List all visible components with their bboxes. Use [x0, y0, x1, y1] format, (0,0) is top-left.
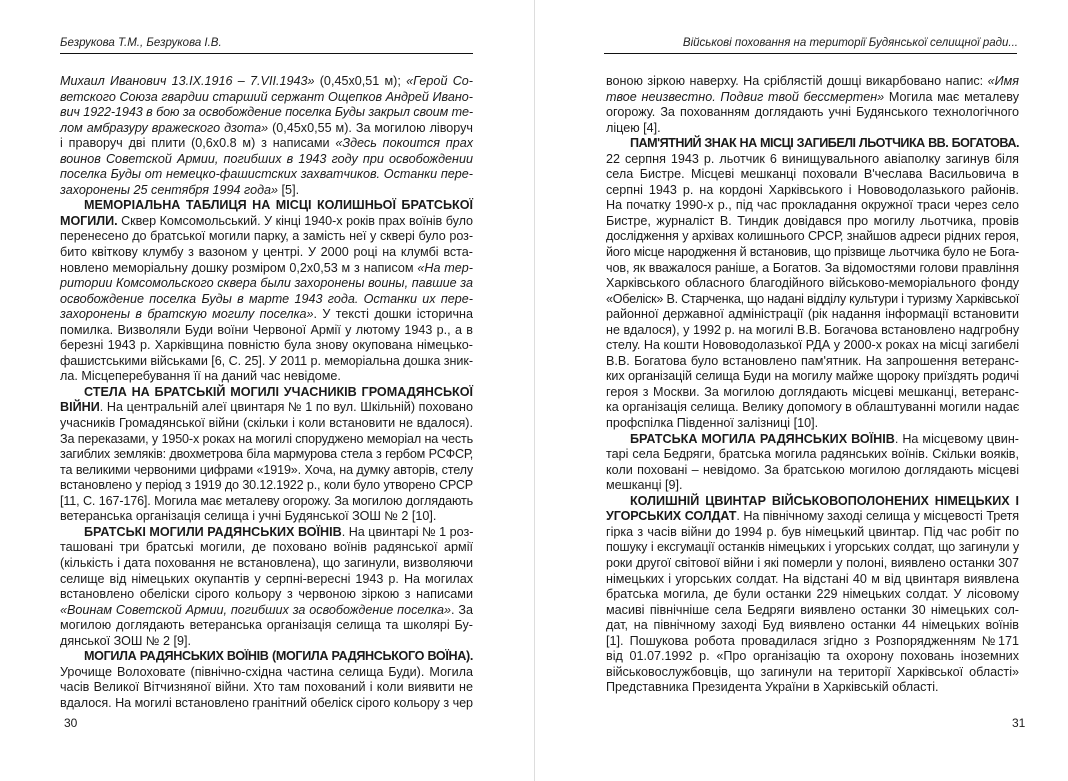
text-line: [606, 198, 1019, 214]
text-line: [606, 214, 1019, 230]
body-text: і праворуч дві плити (0,6х0.8 м) з написами: [60, 136, 336, 151]
quoted-inscription: «Здесь покоится прах: [335, 136, 474, 151]
text-line: [60, 463, 473, 479]
text-line: [60, 416, 473, 432]
section-heading: КОЛИШНІЙ ЦВИНТАР ВІЙСЬКОВОПОЛОНЕНИХ НІМЕЦЬКИХ І: [630, 493, 1019, 508]
text-line: [60, 649, 473, 665]
text-line: [60, 432, 473, 448]
body-text: часів Великої Вітчизняної війни. Хто там похований і коли виявити не: [60, 680, 473, 695]
body-text: Представника Президента України в Харківській області.: [606, 680, 939, 695]
text-line: [606, 74, 1019, 90]
quoted-inscription: Михаил Иванович 13.IX.1916 – 7.VII.1943»: [60, 74, 315, 88]
body-text: [11, С. 167-176]. Могила має металеву огорожу. За могилою доглядають: [60, 493, 473, 508]
body-text: . За: [451, 602, 474, 617]
body-text: встановлено обеліски сірого кольору з червоною зіркою з написами: [60, 587, 473, 602]
body-text: вдалося. На могилі встановлено гранітний обеліск сірого кольору з чер: [60, 695, 473, 710]
body-text: чов, як вважалося раніше, а Богатов. За відомостями голови правління: [606, 260, 1019, 275]
text-line: [606, 603, 1019, 619]
quoted-inscription: «Воинам Советской Армии, погибших за освобождение поселка»: [60, 602, 452, 617]
text-line: [606, 136, 1019, 152]
text-line: [606, 323, 1019, 339]
section-heading: ПАМ'ЯТНИЙ ЗНАК НА МІСЦІ ЗАГИБЕЛІ ЛЬОТЧИКА ВВ. БОГАТОВА.: [630, 136, 1019, 151]
text-line: [606, 478, 1019, 494]
text-line: [606, 369, 1019, 385]
body-text: бито квіткову клумбу з вазоном у центрі. У 2000 році на клумбі вста-: [60, 245, 473, 260]
text-line: [606, 292, 1019, 308]
body-text: . На цвинтарі № 1 роз-: [341, 524, 474, 539]
text-line: [60, 369, 473, 385]
body-text: Сквер Комсомольський. У кінці 1940-х років прах воїнів було: [117, 213, 473, 228]
text-line: [606, 276, 1019, 292]
body-text: (0,45х0,55 м). За могилою ліворуч: [268, 120, 473, 135]
text-line: [60, 74, 473, 90]
body-text: дат, на північному заході Буд виявлено останки 44 німецьких воїнів: [606, 618, 1019, 633]
header-rule: [604, 53, 1017, 54]
text-line: [60, 509, 473, 525]
text-line: [60, 276, 473, 292]
text-line: [60, 198, 473, 214]
text-line: [606, 105, 1019, 121]
body-text: . На центральній алеї цвинтаря № 1 по вул. Шкільній) поховано: [99, 400, 473, 415]
text-line: [606, 680, 1019, 696]
body-text: тарі села Бедряги, братська могила радянських воїнів. Скільки вояків,: [606, 447, 1019, 462]
quoted-inscription: «Герой Со-: [406, 74, 473, 88]
quoted-inscription: ритории Комсомольского сквера были захоронены воины, павшие за: [60, 276, 473, 291]
text-line: [606, 152, 1019, 168]
page-number: 31: [1012, 716, 1026, 730]
quoted-inscription: ветского Союза гвардии старший сержант Ощепков Андрей Ивано-: [60, 89, 473, 104]
section-heading: МОГИЛА РАДЯНСЬКИХ ВОЇНІВ (МОГИЛА РАДЯНСЬКОГО ВОЇНА).: [84, 649, 473, 664]
text-column: [606, 74, 1019, 696]
paragraph: [60, 525, 473, 649]
text-line: [60, 572, 473, 588]
body-text: його місце народження й встановив, що прізвище льотчика було не Бога-: [606, 245, 1019, 260]
text-line: [606, 261, 1019, 277]
body-text: гірка з часів війни до 1994 р. був німецький цвинтар. Під час робіт по: [606, 524, 1019, 539]
body-text: На початку 1990-х р., під час прокладання окружної траси через село: [606, 198, 1019, 213]
running-header-authors: Безрукова Т.М., Безрукова І.В.: [60, 37, 222, 49]
paragraph: [606, 136, 1019, 431]
paragraph: [60, 385, 473, 525]
text-line: [606, 540, 1019, 556]
body-text: могилою доглядають ветеранська організація селища та школярі Бу-: [60, 618, 473, 633]
body-text: ветеранська організація селища і учні Будянської ЗОШ № 2 [10].: [60, 509, 437, 524]
body-text: . У тексті дошки історична: [313, 307, 473, 322]
text-line: [606, 183, 1019, 199]
text-line: [606, 121, 1019, 137]
quoted-inscription: воинов Советской Армии, погибших в 1943 году при освобождении: [60, 151, 473, 166]
text-line: [606, 447, 1019, 463]
text-line: [60, 121, 473, 137]
body-text: За переказами, у 1950-х роках на могилі споруджено меморіал на честь: [60, 431, 473, 446]
body-text: героя з Москви. За могилою доглядають місцеві мешканці, ветеранс-: [606, 384, 1019, 399]
paragraph: [60, 74, 473, 198]
section-heading: БРАТСЬКІ МОГИЛИ РАДЯНСЬКИХ ВОЇНІВ: [84, 524, 342, 539]
body-text: масиві північніше села Бедряги виявлено останки 30 німецьких сол-: [606, 602, 1019, 617]
text-line: [60, 167, 473, 183]
text-line: [606, 229, 1019, 245]
body-text: ла. Місцеперебування її на даний час невідоме.: [60, 369, 341, 384]
section-heading: ВІЙНИ: [60, 400, 100, 415]
body-text: військовослужбовців, що загинули на території Харківської області»: [606, 664, 1019, 679]
text-line: [60, 338, 473, 354]
body-text: помилка. Визволяли Буди воїни Червоної Армії у лютому 1943 р., а в: [60, 322, 473, 337]
text-line: [606, 525, 1019, 541]
text-line: [606, 618, 1019, 634]
paragraph: [60, 649, 473, 711]
text-line: [60, 587, 473, 603]
section-heading: МОГИЛИ.: [60, 213, 118, 228]
body-text: (0,45х0,51 м);: [314, 74, 407, 88]
running-header-title: Військові поховання на території Будянської селищної ради...: [682, 37, 1018, 49]
text-line: [60, 618, 473, 634]
quoted-inscription: твое неизвестно. Подвиг твой бессмертен»: [606, 89, 885, 104]
section-heading: БРАТСЬКА МОГИЛА РАДЯНСЬКИХ ВОЇНІВ: [630, 431, 895, 446]
body-text: (кількість і дата поховання не встановлена), що загинули, визволяючи: [60, 555, 473, 570]
text-line: [60, 556, 473, 572]
text-line: [606, 432, 1019, 448]
quoted-inscription: захоронены 25 сентября 1994 года»: [60, 182, 279, 197]
body-text: серпні 1943 р. на кордоні Харківського і Нововодолазького районів.: [606, 182, 1019, 197]
section-heading: МЕМОРІАЛЬНА ТАБЛИЦЯ НА МІСЦІ КОЛИШНЬОЇ БРАТСЬКОЇ: [84, 198, 473, 213]
body-text: мешканці [9].: [606, 478, 683, 493]
text-line: [60, 214, 473, 230]
text-line: [60, 665, 473, 681]
body-text: стелу. На кошти Нововодолазької РДА у 2000-х роках на місці загибелі: [606, 338, 1020, 353]
paragraph: [606, 494, 1019, 696]
text-line: [60, 540, 473, 556]
body-text: встановлено у період з 1919 до 30.12.1922 р., коли було утворено СРСР: [60, 478, 473, 493]
paragraph: [606, 432, 1019, 494]
body-text: Урочище Волоховате (північно-східна частина селища Буди). Могила: [60, 664, 473, 679]
text-line: [60, 105, 473, 121]
body-text: роки другої світової війни і які померли у полоні, виявлено останки 307: [606, 555, 1019, 570]
text-line: [60, 323, 473, 339]
text-line: [60, 183, 473, 199]
text-line: [60, 525, 473, 541]
quoted-inscription: лом амбразуру вражеского дзота»: [60, 120, 269, 135]
section-heading: СТЕЛА НА БРАТСЬКІЙ МОГИЛІ УЧАСНИКІВ ГРОМАДЯНСЬКОЇ: [84, 384, 473, 399]
body-text: березні 1943 р. Харківщина повністю була знову окупована німецько-: [60, 338, 473, 353]
quoted-inscription: «Имя: [987, 74, 1019, 88]
text-line: [606, 556, 1019, 572]
text-line: [606, 400, 1019, 416]
text-line: [60, 229, 473, 245]
text-line: [606, 167, 1019, 183]
body-text: . На північному заході селища у місцевості Третя: [736, 509, 1019, 524]
text-line: [606, 245, 1019, 261]
text-line: [60, 307, 473, 323]
body-text: пошуку і ексгумації останків німецьких і угорських солдат, що загинули у: [606, 540, 1019, 555]
text-line: [606, 385, 1019, 401]
text-line: [606, 572, 1019, 588]
text-line: [606, 90, 1019, 106]
body-text: учасників Громадянської війни (скільки і коли встановити не вдалося).: [60, 416, 473, 431]
quoted-inscription: захоронены в братскую могилу поселка»: [60, 307, 314, 322]
text-line: [606, 338, 1019, 354]
text-line: [60, 261, 473, 277]
body-text: Бистре, журналіст В. Тиндик довідався про могилу льотчика, провів: [606, 213, 1019, 228]
body-text: від 01.07.1992 р. «Про організацію та охорону поховань іноземних: [606, 649, 1019, 664]
body-text: [1]. Пошукова робота провадилася згідно з Розпорядженням №171: [606, 633, 1019, 648]
body-text: загиблих земляків: двохметрова біла мармурова стела з гербом РСФСР,: [60, 447, 473, 462]
body-text: коли поховані – невідомо. За братською могилою доглядають місцеві: [606, 462, 1019, 477]
body-text: фашистськими військами [6, С. 25]. У 2011 р. меморіальна дошка зник-: [60, 353, 473, 368]
text-line: [60, 447, 473, 463]
body-text: «Обеліск» В. Старченка, що надані відділу культури і туризму Харківської: [606, 291, 1019, 306]
text-line: [60, 385, 473, 401]
text-line: [606, 354, 1019, 370]
text-line: [60, 478, 473, 494]
quoted-inscription: «На тер-: [417, 260, 473, 275]
body-text: ліцею [4].: [606, 120, 661, 135]
text-line: [60, 494, 473, 510]
text-line: [606, 634, 1019, 650]
body-text: [5].: [278, 182, 300, 197]
text-line: [60, 354, 473, 370]
text-line: [606, 416, 1019, 432]
text-line: [60, 136, 473, 152]
text-line: [606, 509, 1019, 525]
body-text: профспілка Південної залізниці [10].: [606, 416, 819, 431]
page-number: 30: [64, 716, 78, 730]
paragraph: [60, 198, 473, 385]
body-text: селище від німецьких окупантів у серпні-вересні 1943 р. На могилах: [60, 571, 473, 586]
body-text: В.В. Богатова було встановлено пам'ятник. На запрошення ветеранс-: [606, 353, 1019, 368]
text-line: [60, 680, 473, 696]
paragraph: [606, 74, 1019, 136]
text-line: [60, 292, 473, 308]
text-line: [606, 649, 1019, 665]
header-rule: [60, 53, 473, 54]
text-line: [60, 696, 473, 712]
body-text: дослідження у архівах колишнього СРСР, знайшов адреси рідних героя,: [606, 229, 1019, 244]
body-text: воною зіркою наверху. На сріблястій дошці викарбовано напис:: [606, 74, 988, 88]
text-line: [606, 307, 1019, 323]
body-text: німецьких і угорських солдат. На відстані 40 м від цвинтаря виявлена: [606, 571, 1019, 586]
section-heading: УГОРСЬКИХ СОЛДАТ: [606, 509, 737, 524]
body-text: дянської ЗОШ № 2 [9].: [60, 633, 191, 648]
text-line: [606, 463, 1019, 479]
text-column: [60, 74, 473, 711]
body-text: районної державної адміністрації (рік надання інформації встановити: [606, 307, 1019, 322]
body-text: ких організацій селища Буди на могилу майже щороку приїздять родичі: [606, 369, 1019, 384]
body-text: ка організація селища. Велику допомогу в облаштуванні могили надає: [606, 400, 1020, 415]
text-line: [60, 603, 473, 619]
body-text: села Бистре. Місцеві мешканці поховали В'чеслава Васильовича в: [606, 167, 1019, 182]
text-line: [60, 245, 473, 261]
text-line: [606, 587, 1019, 603]
text-line: [606, 494, 1019, 510]
page-right: [534, 0, 1068, 781]
quoted-inscription: освобождение поселка Буды в марте 1943 года. Останки их пере-: [60, 291, 473, 306]
body-text: не вдалося), у 1992 р. на могилі В.В. Богачова встановлено надгробну: [606, 322, 1020, 337]
text-line: [60, 152, 473, 168]
body-text: огорожу. За похованням доглядають учні Будянського технологічного: [606, 105, 1019, 120]
text-line: [60, 90, 473, 106]
body-text: новлено меморіальну дошку розміром 0,2х0,53 м з написом: [60, 260, 418, 275]
body-text: братська могила, де були останки 229 німецьких солдат. У лісовому: [606, 587, 1019, 602]
quoted-inscription: поселка Буды от немецко-фашистских захватчиков. Останки пере-: [60, 167, 473, 182]
text-line: [60, 634, 473, 650]
body-text: 22 серпня 1943 р. льотчик 6 винищувального авіаполку загинув біля: [606, 151, 1019, 166]
body-text: Харківського обласного благодійного військово-меморіального фонду: [606, 276, 1019, 291]
text-line: [606, 665, 1019, 681]
body-text: та великими червоними цифрами «1919». Хоча, на думку авторів, стелу: [60, 462, 473, 477]
body-text: . На місцевому цвин-: [894, 431, 1019, 446]
body-text: ташовані три братські могили, де поховано воїнів радянської армії: [60, 540, 473, 555]
body-text: перенесено до братської могили парку, а замість неї у сквері було роз-: [60, 229, 473, 244]
text-line: [60, 400, 473, 416]
body-text: Могила має металеву: [884, 89, 1020, 104]
quoted-inscription: вич 1922-1943 в бою за освобождение поселка Буды закрыл своим те-: [60, 105, 473, 120]
